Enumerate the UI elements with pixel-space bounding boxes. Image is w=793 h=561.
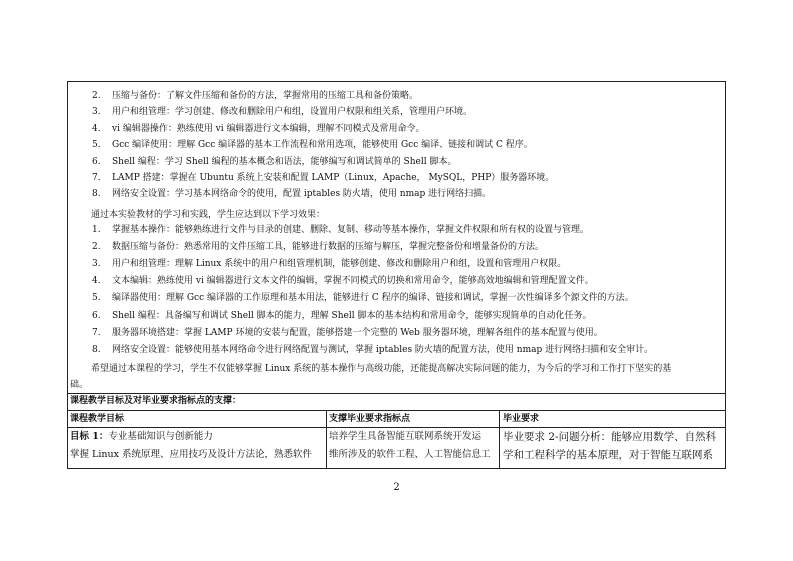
- list-item-number: 5.: [92, 140, 101, 151]
- list-item-text: 网络安全设置：能够使用基本网络命令进行网络配置与测试，掌握 iptables 防火墙的配置方法，使用 nmap 进行网络扫描和安全审计。: [112, 344, 654, 355]
- list-item-number: 6.: [92, 310, 101, 321]
- table-row-col2-line1: 培养学生具备智能互联网系统开发运: [329, 431, 482, 442]
- list-item-number: 7.: [92, 327, 101, 338]
- list-item-number: 3.: [92, 259, 101, 270]
- content-table-frame: [67, 81, 726, 469]
- table-header-indicator: 支撑毕业要求指标点: [329, 414, 411, 424]
- list-item-text: 编译器使用：理解 Gcc 编译器的工作原理和基本用法，能够进行 C 程序的编译、链接和调试，掌握一次性编译多个源文件的方法。: [112, 293, 634, 304]
- list-item-text: Gcc 编译使用：理解 Gcc 编译器的基本工作流程和常用选项，能够使用 Gcc 编译、链接和调试 C 程序。: [112, 140, 533, 151]
- rule-below-table-header: [68, 427, 725, 428]
- column-divider-1: [326, 410, 327, 469]
- list-item-number: 3.: [92, 107, 101, 118]
- list-item-number: 4.: [92, 276, 101, 287]
- list-item-number: 8.: [92, 189, 101, 200]
- table-row-col1-line1: [70, 431, 213, 443]
- list-item-number: 8.: [92, 344, 101, 355]
- list-item-text: Shell 编程：学习 Shell 编程的基本概念和语法，能够编写和调试简单的 Shell 脚本。: [112, 156, 457, 167]
- list-item-text: 文本编辑：熟练使用 vi 编辑器进行文本文件的编辑，掌握不同模式的切换和常用命令，能够高效地编辑和管理配置文件。: [112, 276, 594, 287]
- objective-title: 专业基础知识与创新能力: [108, 431, 213, 442]
- list-item-text: 用户和组管理：理解 Linux 系统中的用户和组管理机制，能够创建、修改和删除用户和组，设置和管理用户权限。: [112, 259, 567, 270]
- list-item-number: 7.: [92, 173, 101, 183]
- list-item-text: 掌握基本操作：能够熟练进行文件与目录的创建、删除、复制、移动等基本操作，掌握文件权限和所有权的设置与管理。: [112, 225, 590, 235]
- list-item-text: Shell 编程：具备编写和调试 Shell 脚本的能力，理解 Shell 脚本的基本结构和常用命令，能够实现简单的自动化任务。: [112, 310, 592, 321]
- table-header-objective: 课程教学目标: [70, 414, 125, 424]
- learning-outcomes-intro: 通过本实验教材的学习和实践，学生应达到以下学习效果：: [91, 210, 326, 220]
- list-item-text: 服务器环境搭建：掌握 LAMP 环境的安装与配置，能够搭建一个完整的 Web 服务器环境，理解各组件的基本配置与使用。: [112, 327, 603, 338]
- list-item-number: 2.: [92, 242, 101, 253]
- list-item-text: 网络安全设置：学习基本网络命令的使用，配置 iptables 防火墙，使用 nmap 进行网络扫描。: [112, 189, 492, 200]
- table-row-col1-line2: 掌握 Linux 系统原理、应用技巧及设计方法论，熟悉软件: [70, 449, 312, 460]
- table-row-col3-line2: 学和工程科学的基本原理，对于智能互联网系: [503, 449, 713, 461]
- closing-paragraph-line-2: 础。: [70, 380, 89, 390]
- table-row-col3-line1: 毕业要求 2-问题分析：能够应用数学、自然科: [503, 431, 717, 443]
- list-item-number: 4.: [92, 123, 101, 134]
- list-item-text: LAMP 搭建：掌握在 Ubuntu 系统上安装和配置 LAMP（Linux，Apache， MySQL，PHP）服务器环境。: [112, 173, 555, 183]
- page-number: 2: [393, 482, 400, 493]
- rule-above-table-header: [68, 410, 725, 411]
- list-item-number: 5.: [92, 293, 101, 304]
- list-item-text: 数据压缩与备份：熟悉常用的文件压缩工具，能够进行数据的压缩与解压，掌握完整备份和增量备份的方法。: [112, 242, 545, 253]
- section-title: 课程教学目标及对毕业要求指标点的支撑：: [70, 396, 242, 406]
- table-row-col2-line2: 维所涉及的软件工程、人工智能信息工: [329, 449, 491, 460]
- list-item-text: 用户和组管理：学习创建、修改和删除用户和组，设置用户权限和组关系，管理用户环境。: [112, 107, 473, 118]
- objective-label: 目标 1：: [70, 431, 109, 442]
- rule-above-section-title: [68, 393, 725, 394]
- list-item-text: 压缩与备份：了解文件压缩和备份的方法，掌握常用的压缩工具和备份策略。: [112, 91, 419, 101]
- column-divider-2: [499, 410, 500, 469]
- table-header-requirement: 毕业要求: [503, 414, 540, 424]
- list-item-number: 6.: [92, 156, 101, 167]
- list-item-number: 2.: [92, 91, 101, 101]
- list-item-number: 1.: [92, 225, 101, 235]
- closing-paragraph-line-1: 希望通过本课程的学习，学生不仅能够掌握 Linux 系统的基本操作与高级功能，还能提高解决实际问题的能力，为今后的学习和工作打下坚实的基: [91, 364, 672, 374]
- list-item-text: vi 编辑器操作：熟练使用 vi 编辑器进行文本编辑，理解不同模式及常用命令。: [112, 123, 425, 134]
